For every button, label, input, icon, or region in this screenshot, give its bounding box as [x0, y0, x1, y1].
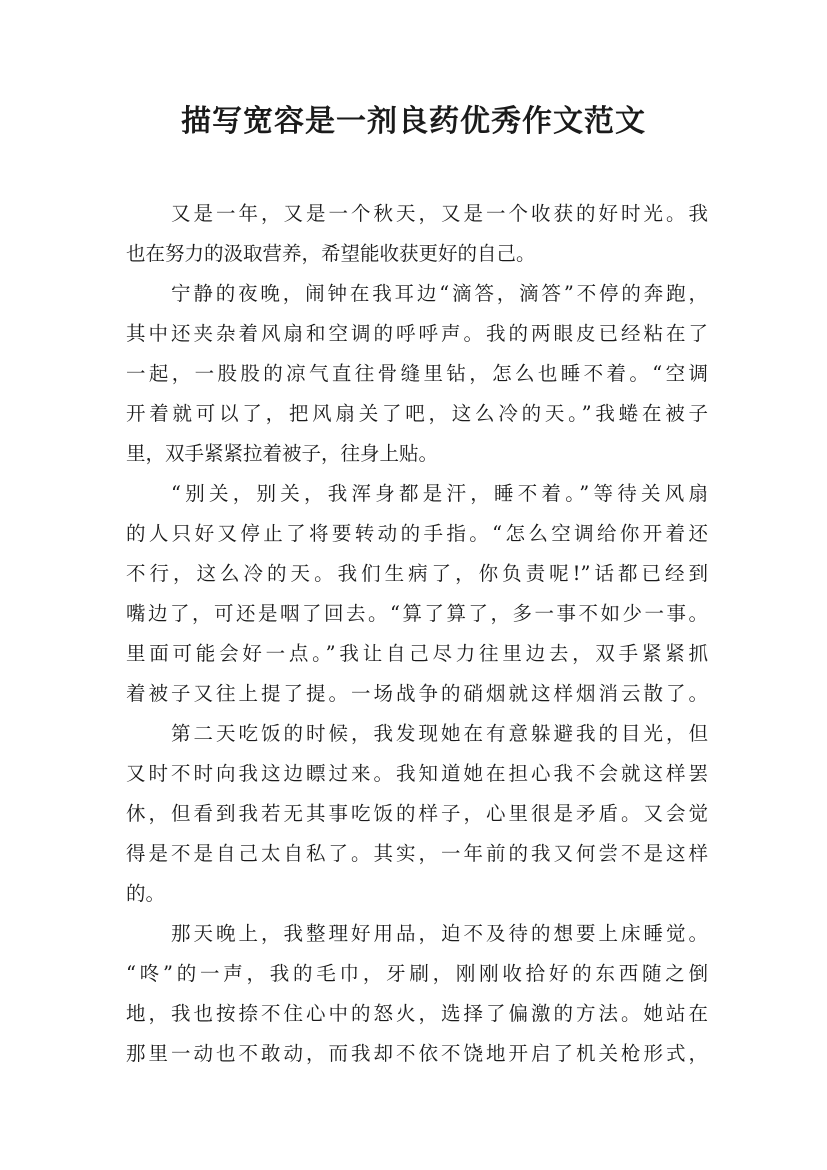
text-line: 其中还夹杂着风扇和空调的呼呼声。我的两眼皮已经粘在了 — [126, 322, 708, 345]
text-line: 第二天吃饭的时候，我发现她在有意躲避我的目光，但 — [171, 722, 708, 745]
text-line: 嘴边了，可还是咽了回去。“算了算了，多一事不如少一事。 — [126, 602, 708, 625]
text-line: 里面可能会好一点。”我让自己尽力往里边去，双手紧紧抓 — [126, 642, 708, 665]
text-line: 宁静的夜晚，闹钟在我耳边“滴答，滴答”不停的奔跑， — [171, 282, 708, 305]
text-line: 不行，这么冷的天。我们生病了，你负责呢!”话都已经到 — [126, 562, 708, 585]
text-line: “别关，别关，我浑身都是汗，睡不着。”等待关风扇 — [171, 482, 708, 505]
text-line: “咚”的一声，我的毛巾，牙刷，刚刚收拾好的东西随之倒 — [126, 962, 708, 985]
document-body — [126, 194, 708, 1074]
text-line: 里，双手紧紧拉着被子，往身上贴。 — [126, 442, 439, 465]
text-line: 得是不是自己太自私了。其实，一年前的我又何尝不是这样 — [126, 842, 708, 865]
text-line: 一起，一股股的凉气直往骨缝里钻，怎么也睡不着。“空调 — [126, 362, 708, 385]
text-line: 又是一年，又是一个秋天，又是一个收获的好时光。我 — [171, 202, 708, 225]
text-line: 的人只好又停止了将要转动的手指。“怎么空调给你开着还 — [126, 522, 708, 545]
text-line: 着被子又往上提了提。一场战争的硝烟就这样烟消云散了。 — [126, 682, 708, 705]
text-line: 那天晚上，我整理好用品，迫不及待的想要上床睡觉。 — [171, 922, 708, 945]
document-title: 描写宽容是一剂良药优秀作文范文 — [181, 104, 646, 139]
text-line: 地，我也按捺不住心中的怒火，选择了偏激的方法。她站在 — [126, 1002, 708, 1025]
text-line: 休，但看到我若无其事吃饭的样子，心里很是矛盾。又会觉 — [126, 802, 708, 825]
text-line: 又时不时向我这边瞟过来。我知道她在担心我不会就这样罢 — [126, 762, 708, 785]
text-line: 那里一动也不敢动，而我却不依不饶地开启了机关枪形式， — [126, 1042, 708, 1065]
text-line: 的。 — [126, 882, 166, 905]
text-line: 也在努力的汲取营养，希望能收获更好的自己。 — [126, 242, 536, 265]
text-line: 开着就可以了，把风扇关了吧，这么冷的天。”我蜷在被子 — [126, 402, 708, 425]
